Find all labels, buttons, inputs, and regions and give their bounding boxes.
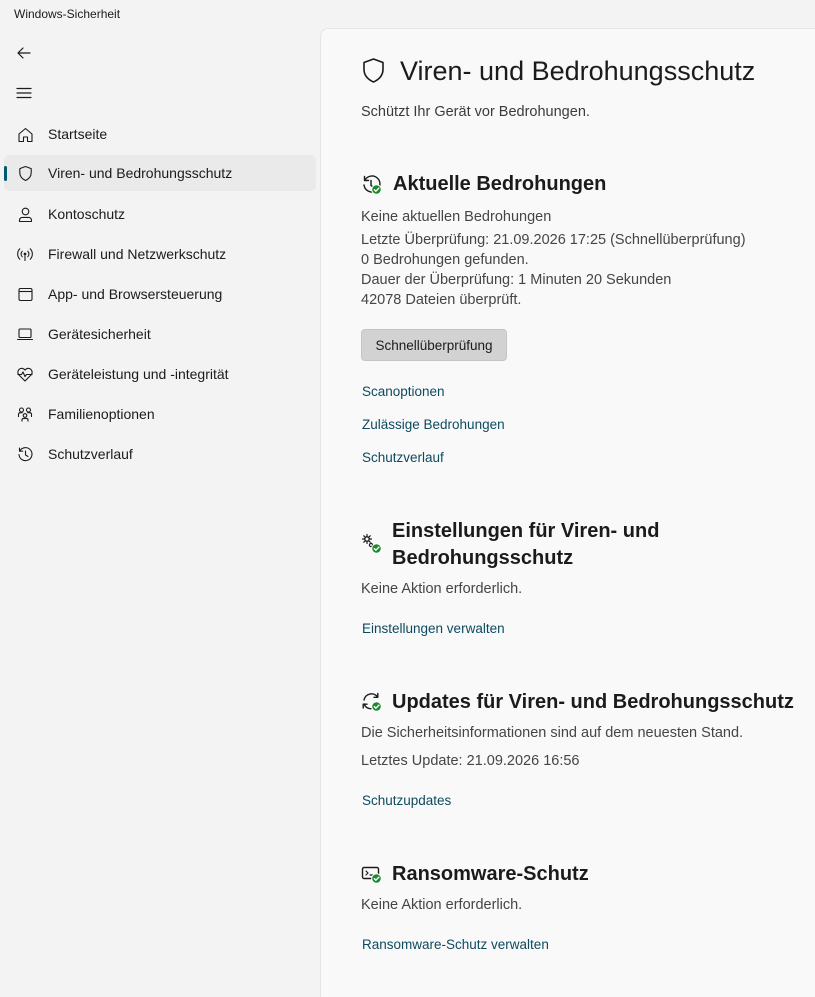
sidebar-item-label: App- und Browsersteuerung: [48, 286, 223, 302]
history-icon: [15, 444, 35, 464]
laptop-icon: [15, 324, 35, 344]
sidebar-item-virus-protection[interactable]: [4, 155, 316, 191]
sidebar-item-label: Firewall und Netzwerkschutz: [48, 246, 227, 262]
section-title-settings-line2: Bedrohungsschutz: [392, 547, 574, 569]
page-title: Viren- und Bedrohungsschutz: [400, 56, 756, 86]
sidebar-item-label: Gerätesicherheit: [48, 326, 151, 342]
sidebar-item-label: Geräteleistung und -integrität: [48, 366, 229, 382]
ransomware-ok-icon: [361, 864, 383, 891]
page-subtitle: Schützt Ihr Gerät vor Bedrohungen.: [361, 104, 590, 120]
sidebar-item-firewall[interactable]: [4, 236, 316, 272]
threat-status-text: Keine aktuellen Bedrohungen: [361, 209, 552, 225]
sidebar-item-label: Schutzverlauf: [48, 446, 133, 462]
threats-found-text: 0 Bedrohungen gefunden.: [361, 252, 529, 268]
person-icon: [15, 204, 35, 224]
main-content: [320, 28, 815, 997]
page-shield-icon: [361, 57, 386, 89]
update-refresh-ok-icon: [361, 691, 383, 718]
sidebar-item-family-options[interactable]: [4, 396, 316, 432]
section-title-current-threats: Aktuelle Bedrohungen: [393, 173, 607, 195]
last-scan-text: Letzte Überprüfung: 21.09.2026 17:25 (Schnellüberprüfung): [361, 232, 746, 248]
hamburger-menu-icon: [16, 85, 32, 101]
home-icon: [15, 124, 35, 144]
protection-history-link[interactable]: Schutzverlauf: [362, 450, 444, 465]
heartbeat-icon: [15, 364, 35, 384]
files-checked-text: 42078 Dateien überprüft.: [361, 292, 522, 308]
back-button[interactable]: [10, 39, 38, 67]
settings-gears-ok-icon: [361, 533, 383, 560]
section-title-updates: Updates für Viren- und Bedrohungsschutz: [392, 691, 794, 713]
wifi-signal-icon: [15, 244, 35, 264]
quick-scan-button[interactable]: Schnellüberprüfung: [361, 329, 507, 361]
scan-duration-text: Dauer der Überprüfung: 1 Minuten 20 Sekunden: [361, 272, 672, 288]
window-title: Windows-Sicherheit: [14, 7, 121, 21]
title-bar: [0, 0, 815, 28]
sidebar-item-label: Familienoptionen: [48, 406, 155, 422]
browser-window-icon: [15, 284, 35, 304]
manage-ransomware-link[interactable]: Ransomware-Schutz verwalten: [362, 937, 549, 952]
sidebar-item-protection-history[interactable]: [4, 436, 316, 472]
sidebar-item-app-browser[interactable]: [4, 276, 316, 312]
threat-history-ok-icon: [361, 174, 383, 201]
selection-indicator: [4, 166, 7, 181]
sidebar-item-startseite[interactable]: [4, 116, 316, 152]
manage-settings-link[interactable]: Einstellungen verwalten: [362, 621, 505, 636]
sidebar-item-device-security[interactable]: [4, 316, 316, 352]
sidebar-item-label: Startseite: [48, 126, 108, 142]
shield-icon: [15, 163, 35, 183]
sidebar: [0, 28, 320, 996]
sidebar-item-label: Viren- und Bedrohungsschutz: [48, 165, 233, 181]
menu-button[interactable]: [10, 79, 38, 107]
sidebar-item-account-protection[interactable]: [4, 196, 316, 232]
allowed-threats-link[interactable]: Zulässige Bedrohungen: [362, 417, 505, 432]
section-title-ransomware: Ransomware-Schutz: [392, 863, 589, 885]
updates-status-text: Die Sicherheitsinformationen sind auf dem neuesten Stand.: [361, 725, 744, 741]
section-title-settings-line1: Einstellungen für Viren- und: [392, 520, 660, 542]
last-update-text: Letztes Update: 21.09.2026 16:56: [361, 753, 580, 769]
settings-status-text: Keine Aktion erforderlich.: [361, 581, 523, 597]
sidebar-item-label: Kontoschutz: [48, 206, 126, 222]
back-arrow-icon: [16, 45, 32, 61]
ransomware-status-text: Keine Aktion erforderlich.: [361, 897, 523, 913]
protection-updates-link[interactable]: Schutzupdates: [362, 793, 452, 808]
scan-options-link[interactable]: Scanoptionen: [362, 384, 445, 399]
sidebar-item-device-performance[interactable]: [4, 356, 316, 392]
family-icon: [15, 404, 35, 424]
